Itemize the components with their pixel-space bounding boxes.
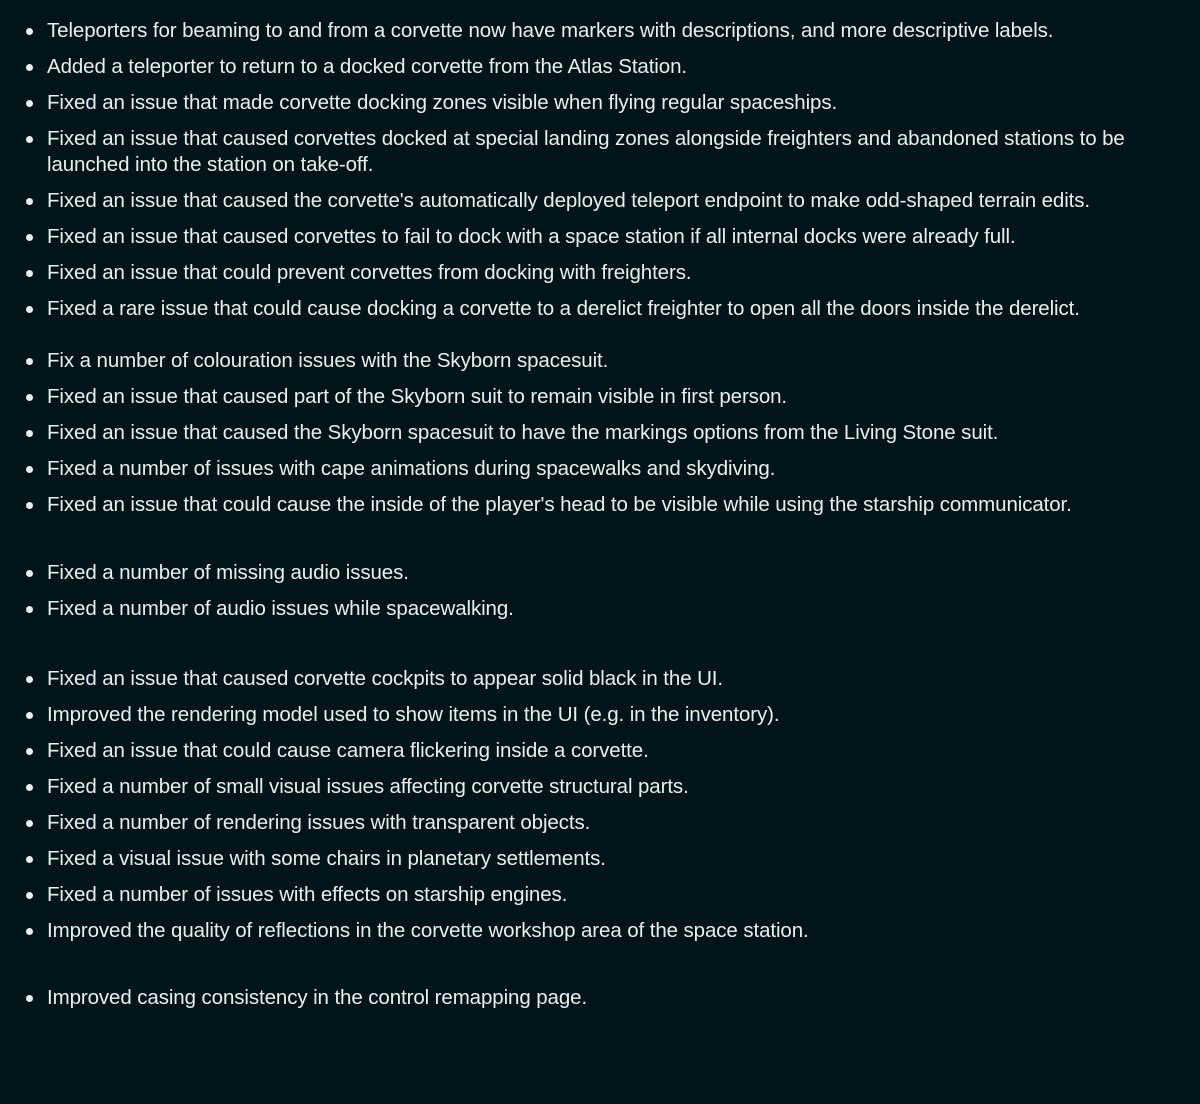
list-item: [20, 420, 1170, 446]
list-item-text: Fixed a number of audio issues while spacewalking.: [47, 597, 514, 620]
list-item-text: Added a teleporter to return to a docked corvette from the Atlas Station.: [47, 55, 687, 78]
bullet-icon: [26, 270, 33, 277]
bullet-list: [20, 666, 1170, 944]
list-item-text: Fixed an issue that could cause camera flickering inside a corvette.: [47, 739, 649, 762]
bullet-icon: [26, 136, 33, 143]
list-item-text: Fixed an issue that caused corvettes docked at special landing zones alongside freighters and abandoned stations to be launched into the station on take-off.: [47, 127, 1125, 176]
list-item-text: Fixed a number of issues with effects on starship engines.: [47, 883, 568, 906]
list-item: [20, 224, 1170, 250]
bullet-icon: [26, 995, 33, 1002]
list-item: [20, 985, 1170, 1011]
bullet-icon: [26, 892, 33, 899]
list-item: [20, 882, 1170, 908]
list-item-text: Fixed a visual issue with some chairs in planetary settlements.: [47, 847, 606, 870]
bullet-icon: [26, 712, 33, 719]
bullet-icon: [26, 430, 33, 437]
list-item: [20, 560, 1170, 586]
list-item-text: Fixed a number of rendering issues with transparent objects.: [47, 811, 591, 834]
list-item-text: Fixed an issue that caused corvettes to fail to dock with a space station if all internal docks were already full.: [47, 225, 1016, 248]
bullet-icon: [26, 64, 33, 71]
list-item: [20, 384, 1170, 410]
bullet-icon: [26, 856, 33, 863]
list-item: [20, 492, 1170, 518]
bullet-icon: [26, 820, 33, 827]
list-item: [20, 348, 1170, 374]
list-item-text: Fixed a rare issue that could cause docking a corvette to a derelict freighter to open all the doors inside the derelict.: [47, 297, 1080, 320]
bullet-icon: [26, 234, 33, 241]
list-item-text: Fixed an issue that caused the Skyborn spacesuit to have the markings options from the Living Stone suit.: [47, 421, 999, 444]
bullet-icon: [26, 748, 33, 755]
list-item-text: Teleporters for beaming to and from a corvette now have markers with descriptions, and more descriptive labels.: [47, 19, 1054, 42]
list-item: [20, 260, 1170, 286]
list-item: [20, 702, 1170, 728]
list-item-text: Fixed a number of issues with cape animations during spacewalks and skydiving.: [47, 457, 776, 480]
bullet-icon: [26, 28, 33, 35]
list-item-text: Fixed an issue that could prevent corvettes from docking with freighters.: [47, 261, 692, 284]
bullet-list: [20, 560, 1170, 622]
bullet-icon: [26, 784, 33, 791]
bullet-icon: [26, 394, 33, 401]
list-item: [20, 666, 1170, 692]
list-item: [20, 738, 1170, 764]
list-item-text: Fixed an issue that caused corvette cockpits to appear solid black in the UI.: [47, 667, 723, 690]
list-item: [20, 918, 1170, 944]
bullet-icon: [26, 466, 33, 473]
bullet-icon: [26, 358, 33, 365]
list-item: [20, 296, 1170, 322]
list-item-text: Fixed an issue that caused the corvette's automatically deployed teleport endpoint to make odd-shaped terrain edits.: [47, 189, 1090, 212]
bullet-icon: [26, 502, 33, 509]
bullet-icon: [26, 676, 33, 683]
bullet-list: [20, 985, 1170, 1011]
list-item-text: Fixed an issue that made corvette docking zones visible when flying regular spaceships.: [47, 91, 838, 114]
bullet-list: [20, 348, 1170, 518]
list-item: [20, 774, 1170, 800]
bullet-list: [20, 18, 1170, 322]
list-item-text: Fixed a number of small visual issues affecting corvette structural parts.: [47, 775, 689, 798]
bullet-icon: [26, 306, 33, 313]
bullet-icon: [26, 100, 33, 107]
list-item-text: Fixed a number of missing audio issues.: [47, 561, 409, 584]
list-item: [20, 810, 1170, 836]
list-item: [20, 596, 1170, 622]
bullet-icon: [26, 606, 33, 613]
bullet-icon: [26, 198, 33, 205]
list-item: [20, 54, 1170, 80]
list-item-text: Fixed an issue that caused part of the Skyborn suit to remain visible in first person.: [47, 385, 788, 408]
list-item-text: Improved the quality of reflections in the corvette workshop area of the space station.: [47, 919, 809, 942]
list-item: [20, 456, 1170, 482]
list-item: [20, 126, 1170, 178]
list-item-text: Improved casing consistency in the control remapping page.: [47, 986, 588, 1009]
bullet-icon: [26, 570, 33, 577]
list-item-text: Fix a number of colouration issues with the Skyborn spacesuit.: [47, 349, 609, 372]
bullet-icon: [26, 928, 33, 935]
list-item: [20, 90, 1170, 116]
list-item: [20, 846, 1170, 872]
list-item: [20, 188, 1170, 214]
list-item-text: Improved the rendering model used to show items in the UI (e.g. in the inventory).: [47, 703, 780, 726]
list-item: [20, 18, 1170, 44]
list-item-text: Fixed an issue that could cause the inside of the player's head to be visible while using the starship communicator.: [47, 493, 1072, 516]
